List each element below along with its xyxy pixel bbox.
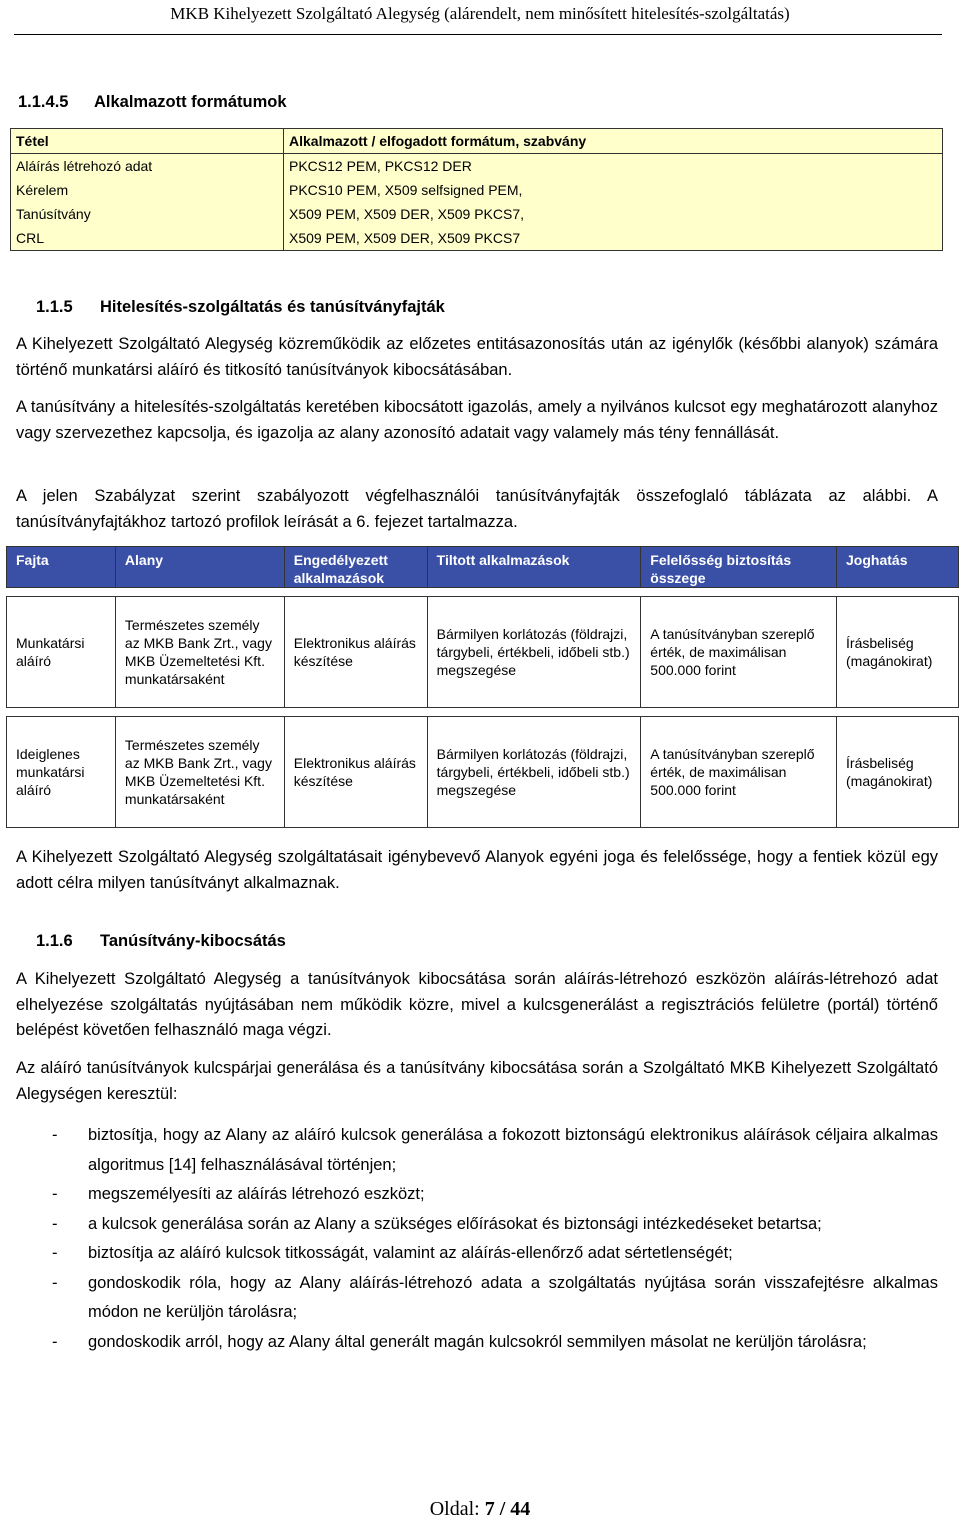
- page-total: 44: [510, 1498, 531, 1520]
- table-row: [11, 154, 943, 179]
- table-cell: Bármilyen korlátozás (földrajzi, tárgybeli, értékbeli, időbeli stb.) megszegése: [427, 717, 641, 828]
- table-cell: Ideiglenes munkatársi aláíró: [7, 717, 116, 828]
- table-cell: Írásbeliség (magánokirat): [837, 597, 959, 708]
- header-cell: Alkalmazott / elfogadott formátum, szabvány: [284, 129, 943, 154]
- heading-title: Hitelesítés-szolgáltatás és tanúsítványfajták: [100, 298, 445, 316]
- bullet-mark: -: [52, 1244, 58, 1262]
- table-cell: Kérelem: [11, 178, 284, 202]
- header-divider: [14, 34, 942, 35]
- paragraph: A tanúsítvány a hitelesítés-szolgáltatás keretében kibocsátott igazolás, amely a nyilvános kulcsot egy meghatározott alanyhoz vagy szervezethez kapcsolja, és igazolja az alany azonosító adatait vagy valamely más tény fennállását.: [16, 398, 938, 442]
- list-item-text: gondoskodik róla, hogy az Alany aláírás-létrehozó adata a szolgáltatás nyújtása során visszafejtésre alkalmas módon ne kerüljön tárolásra;: [88, 1273, 938, 1321]
- table-cell: Természetes személy az MKB Bank Zrt., vagy MKB Üzemeltetési Kft. munkatársaként: [115, 717, 284, 828]
- table-cell: Aláírás létrehozó adat: [11, 154, 284, 179]
- table-cell: X509 PEM, X509 DER, X509 PKCS7: [284, 226, 943, 251]
- heading-cert-types: [36, 298, 445, 317]
- list-item: [16, 1239, 938, 1269]
- header-cell: Alany: [115, 547, 284, 588]
- table-row: [7, 597, 959, 708]
- bullet-mark: -: [52, 1332, 58, 1351]
- list-item-text: a kulcsok generálása során az Alany a szükséges előírásokat és biztonsági intézkedéseket betartsa;: [88, 1214, 822, 1233]
- cert-table-header: [7, 547, 959, 588]
- table-cell: Tanúsítvány: [11, 202, 284, 226]
- formats-table-header: [11, 129, 943, 154]
- paragraph: A Kihelyezett Szolgáltató Alegység szolgáltatásait igénybevevő Alanyok egyéni joga és felelőssége, hogy a fentiek közül egy adott célra milyen tanúsítványt alkalmaznak.: [16, 848, 938, 892]
- bullet-mark: -: [52, 1273, 58, 1292]
- page-label: Oldal:: [429, 1498, 480, 1520]
- table-cell: A tanúsítványban szereplő érték, de maximálisan 500.000 forint: [641, 717, 837, 828]
- row-spacer: [7, 708, 959, 717]
- table-cell: Természetes személy az MKB Bank Zrt., vagy MKB Üzemeltetési Kft. munkatársaként: [115, 597, 284, 708]
- list-item: [16, 1180, 938, 1210]
- list-item: [16, 1121, 938, 1180]
- bullet-mark: -: [52, 1214, 58, 1233]
- header-cell: Tétel: [11, 129, 284, 154]
- table-row: [11, 202, 943, 226]
- header-cell: Engedélyezett alkalmazások: [284, 547, 427, 588]
- bullet-list: [16, 1121, 938, 1357]
- heading-number: 1.1.4.5: [18, 93, 69, 111]
- heading-issuance: [36, 932, 286, 951]
- paragraph: Az aláíró tanúsítványok kulcspárjai generálása és a tanúsítvány kibocsátása során a Szolgáltató MKB Kihelyezett Szolgáltató Alegységen keresztül:: [16, 1059, 938, 1103]
- list-item: [16, 1328, 938, 1358]
- heading-formats: [18, 93, 287, 112]
- row-spacer: [7, 588, 959, 597]
- heading-title: Alkalmazott formátumok: [94, 93, 287, 111]
- heading-title: Tanúsítvány-kibocsátás: [100, 932, 286, 950]
- table-cell: CRL: [11, 226, 284, 251]
- table-row: [11, 226, 943, 251]
- list-item: [16, 1210, 938, 1240]
- header-cell: Fajta: [7, 547, 116, 588]
- table-cell: Bármilyen korlátozás (földrajzi, tárgybeli, értékbeli, időbeli stb.) megszegése: [427, 597, 641, 708]
- page-separator: /: [499, 1498, 506, 1520]
- header-cell: Tiltott alkalmazások: [427, 547, 641, 588]
- table-cell: PKCS12 PEM, PKCS12 DER: [284, 154, 943, 179]
- heading-number: 1.1.5: [36, 298, 73, 316]
- page-footer: [0, 1498, 960, 1521]
- table-cell: Elektronikus aláírás készítése: [284, 597, 427, 708]
- header-cell: Joghatás: [837, 547, 959, 588]
- list-item-text: megszemélyesíti az aláírás létrehozó eszközt;: [88, 1185, 425, 1203]
- list-item: [16, 1269, 938, 1328]
- formats-table: [10, 128, 943, 251]
- cert-types-table: [6, 546, 959, 828]
- header-cell: Felelősség biztosítás összege: [641, 547, 837, 588]
- list-item-text: gondoskodik arról, hogy az Alany által generált magán kulcsokról semmilyen másolat ne kerüljön tárolásra;: [88, 1332, 867, 1351]
- table-cell: Elektronikus aláírás készítése: [284, 717, 427, 828]
- table-cell: Munkatársi aláíró: [7, 597, 116, 708]
- table-row: [11, 178, 943, 202]
- table-cell: Írásbeliség (magánokirat): [837, 717, 959, 828]
- paragraph: A jelen Szabályzat szerint szabályozott végfelhasználói tanúsítványfajták összefoglaló táblázata az alábbi. A tanúsítványfajtákhoz tartozó profilok leírását a 6. fejezet tartalmazza.: [16, 487, 938, 531]
- list-item-text: biztosítja az aláíró kulcsok titkosságát, valamint az aláírás-ellenőrző adat sértetlenségét;: [88, 1244, 733, 1262]
- table-cell: PKCS10 PEM, X509 selfsigned PEM,: [284, 178, 943, 202]
- bullet-mark: -: [52, 1185, 58, 1203]
- paragraph: A Kihelyezett Szolgáltató Alegység a tanúsítványok kibocsátása során aláírás-létrehozó eszközön aláírás-létrehozó adat elhelyezése szolgáltatás nyújtásában nem működik közre, mivel a kulcsgenerálást a regisztrációs felületre (portál) történő belépést követően felhasználó maga végzi.: [16, 970, 938, 1039]
- table-cell: A tanúsítványban szereplő érték, de maximálisan 500.000 forint: [641, 597, 837, 708]
- table-row: [7, 717, 959, 828]
- list-item-text: biztosítja, hogy az Alany az aláíró kulcsok generálása a fokozott biztonságú elektronikus aláírások céljaira alkalmas algoritmus [14] felhasználásával történjen;: [88, 1126, 938, 1174]
- bullet-mark: -: [52, 1126, 58, 1144]
- paragraph: A Kihelyezett Szolgáltató Alegység közreműködik az előzetes entitásazonosítás után az igénylők (későbbi alanyok) számára történő munkatársi aláíró és titkosító tanúsítványok kibocsátásában.: [16, 335, 938, 379]
- heading-number: 1.1.6: [36, 932, 73, 950]
- page-number: 7: [484, 1498, 495, 1520]
- table-cell: X509 PEM, X509 DER, X509 PKCS7,: [284, 202, 943, 226]
- running-header: MKB Kihelyezett Szolgáltató Alegység (alárendelt, nem minősített hitelesítés-szolgáltatás): [170, 4, 790, 23]
